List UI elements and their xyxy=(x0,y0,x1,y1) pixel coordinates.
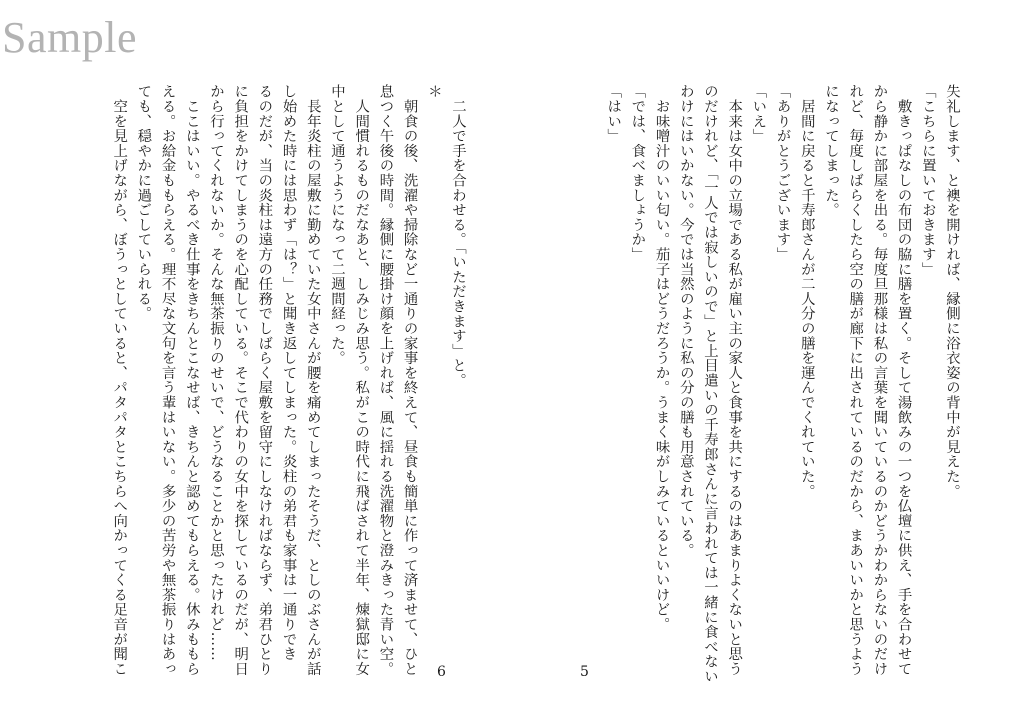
text-line: える。お給金ももらえる。理不尽な文句を言う輩はいない。多少の苦労や無茶振りはあっ xyxy=(159,84,176,676)
section-break-asterisk: ＊ xyxy=(425,84,442,99)
text-line: るのだが、当の炎柱は遠方の任務でしばらく屋敷を留守にしなければならず、弟君ひとり xyxy=(256,84,273,676)
text-line: になってしまった。 xyxy=(822,84,839,218)
text-line: 「はい」 xyxy=(605,84,622,144)
text-line: に負担をかけてしまうのを心配している。そこで代わりの女中を探しているのだが、明日 xyxy=(232,84,249,676)
text-line: 二人で手を合わせる。「いただきます」と。 xyxy=(450,84,466,388)
text-line: から静かに部屋を出る。毎度旦那様は私の言葉を聞いているのかどうかわからないのだけ xyxy=(871,84,888,676)
text-line: し始めた時には思わず「は？」と聞き返してしまった。炎柱の弟君も家事は一通りでき xyxy=(280,84,297,662)
text-line: 人間慣れるものだなあと、しみじみ思う。私がこの時代に飛ばされて半年、煉獄邸に女 xyxy=(353,84,370,676)
text-line: 「ありがとうございます」 xyxy=(774,84,791,262)
text-line: ても、穏やかに過ごしていられる。 xyxy=(135,84,152,321)
sample-watermark: Sample xyxy=(2,13,137,62)
text-line: 中として通うようになって二週間経った。 xyxy=(328,84,345,366)
text-line: れど、毎度しばらくしたら空の膳が廊下に出されているのだから、まあいいかと思うよう xyxy=(847,84,864,676)
page-right xyxy=(568,84,964,684)
text-line: から行ってくれないか。そんな無茶振りのせいで、どうなることかと思ったけれど…… xyxy=(207,84,224,662)
text-line: 「では、食べましょうか」 xyxy=(629,84,646,262)
text-line: 居間に戻ると千寿郎さんが二人分の膳を運んでくれていた。 xyxy=(798,84,815,499)
text-line: 息つく午後の時間。縁側に腰掛け顔を上げれば、風に揺れる洗濯物と澄みきった青い空。 xyxy=(377,84,394,676)
page-left-text xyxy=(107,84,470,676)
text-line: 「こちらに置いておきます」 xyxy=(919,84,936,277)
text-line: 空を見上げながら、ぼうっとしていると、パタパタとこちらへ向かってくる足音が聞こ xyxy=(111,84,128,676)
text-line: 失礼します、と襖を開ければ、縁側に浴衣姿の背中が見えた。 xyxy=(944,84,960,499)
text-line: のだけれど、「一人では寂しいので」と上目遣いの千寿郎さんに言われては一緒に食べない xyxy=(701,84,718,684)
text-line: 朝食の後、洗濯や掃除など一通りの家事を終えて、昼食も簡単に作って済ませて、ひと xyxy=(401,84,418,676)
text-line: わけにはいかない。今では当然のように私の分の膳も用意されている。 xyxy=(677,84,694,558)
text-line: 本来は女中の立場である私が雇い主の家人と食事を共にするのはあまりよくないと思う xyxy=(726,84,743,676)
text-line: ここはいい。やるべき仕事をきちんとこなせば、きちんと認めてもらえる。休みももら xyxy=(183,84,200,676)
text-line: 長年炎柱の屋敷に勤めていた女中さんが腰を痛めてしまったそうだ、としのぶさんが話 xyxy=(304,84,321,676)
text-line: 「いえ」 xyxy=(750,84,767,144)
page-left xyxy=(80,84,470,676)
text-line: お味噌汁のいい匂い。茄子はどうだろうか。うまく味がしみているといいけど。 xyxy=(653,84,670,632)
text-line: 敷きっぱなしの布団の脇に膳を置く。そして湯飲みの一つを仏壇に供え、手を合わせて xyxy=(895,84,912,676)
page-number-right: 5 xyxy=(580,664,589,680)
page-right-text xyxy=(601,84,964,684)
page-number-left: 6 xyxy=(437,664,446,680)
